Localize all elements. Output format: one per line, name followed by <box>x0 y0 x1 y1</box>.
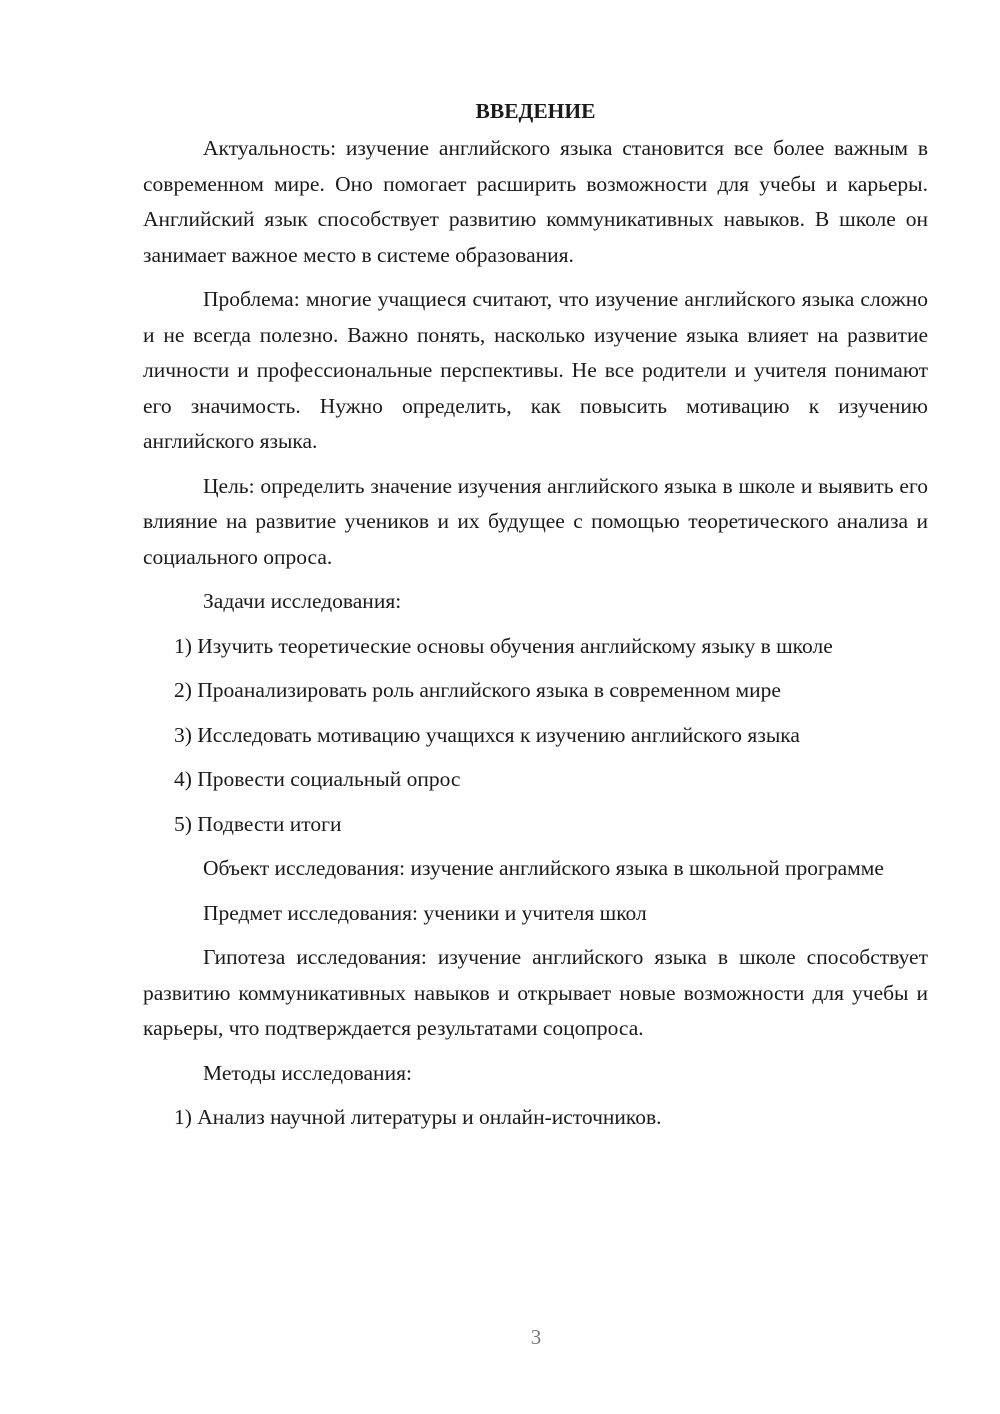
task-item-4: 4) Провести социальный опрос <box>174 767 461 791</box>
task-item-2: 2) Проанализировать роль английского языка в современном мире <box>174 678 781 702</box>
goal-paragraph: Цель: определить значение изучения английского языка в школе и выявить его влияние на развитие учеников и их будущее с помощью теоретического анализа и социального опроса. <box>143 473 928 569</box>
relevance-paragraph: Актуальность: изучение английского языка становится все более важным в современном мире. Оно помогает расширить возможности для учебы и карьеры. Английский язык способствует развитию коммуникативных навыков. В школе он занимает важное место в системе образования. <box>143 136 928 267</box>
tasks-list <box>143 629 928 843</box>
methods-list <box>143 1100 928 1136</box>
method-item-1: 1) Анализ научной литературы и онлайн-источников. <box>174 1105 662 1129</box>
task-item-1: 1) Изучить теоретические основы обучения английскому языку в школе <box>174 633 833 658</box>
subject-paragraph: Предмет исследования: ученики и учителя школ <box>203 900 647 925</box>
task-item-3: 3) Исследовать мотивацию учащихся к изучению английского языка <box>174 722 800 747</box>
tasks-label: Задачи исследования: <box>203 589 402 613</box>
methods-label: Методы исследования: <box>203 1060 412 1085</box>
page-content <box>143 93 928 1145</box>
page-title: ВВЕДЕНИЕ <box>475 99 596 123</box>
task-item-5: 5) Подвести итоги <box>174 811 342 836</box>
problem-paragraph: Проблема: многие учащиеся считают, что изучение английского языка сложно и не всегда полезно. Важно понять, насколько изучение языка влияет на развитие личности и профессиональные перспективы. Не все родители и учителя понимают его значимость. Нужно определить, как повысить мотивацию к изучению английского языка. <box>143 287 928 453</box>
object-paragraph: Объект исследования: изучение английского языка в школьной программе <box>203 856 884 880</box>
hypothesis-paragraph: Гипотеза исследования: изучение английского языка в школе способствует развитию коммуникативных навыков и открывает новые возможности для учебы и карьеры, что подтверждается результатами соцопроса. <box>143 945 928 1040</box>
page-number: 3 <box>530 1325 542 1349</box>
